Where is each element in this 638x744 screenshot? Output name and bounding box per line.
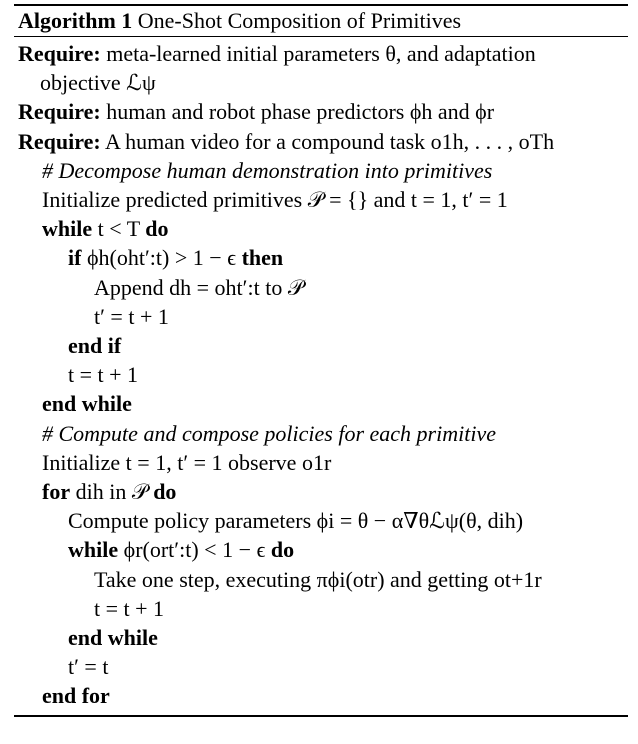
algorithm-line — [14, 360, 628, 389]
line-text: meta-learned initial parameters θ, and adaptation — [100, 41, 536, 66]
line-text: human and robot phase predictors ϕh and ϕr — [100, 99, 495, 125]
line-text: A human video for a compound task o1h, . . . , oTh — [100, 128, 555, 154]
algorithm-line — [14, 39, 628, 68]
keyword: end while — [42, 391, 132, 417]
line-text: t = t + 1 — [94, 595, 165, 621]
line-text: Compute policy parameters ϕi = θ − α∇θℒψ(θ, dih) — [68, 508, 524, 534]
algorithm-line — [14, 273, 628, 302]
algorithm-line — [14, 243, 628, 272]
keyword: Require: — [18, 99, 101, 125]
line-text: t′ = t + 1 — [94, 303, 169, 329]
comment-text: # Decompose human demonstration into primitives — [42, 157, 493, 183]
algorithm-label: Algorithm 1 — [18, 8, 133, 33]
algorithm-box — [14, 4, 628, 717]
keyword: while — [42, 216, 93, 242]
comment-text: # Compute and compose policies for each primitive — [42, 420, 496, 446]
keyword: Require: — [18, 41, 101, 66]
keyword: end while — [68, 625, 158, 651]
algorithm-line — [14, 623, 628, 652]
algorithm-line — [14, 448, 628, 477]
algorithm-line — [14, 535, 628, 564]
algorithm-title — [14, 6, 628, 36]
line-text: Initialize predicted primitives 𝒫 = {} and t = 1, t′ = 1 — [42, 187, 508, 213]
keyword: if — [68, 245, 82, 271]
keyword: end for — [42, 683, 110, 709]
algorithm-name: One-Shot Composition of Primitives — [137, 8, 462, 33]
algorithm-line — [14, 185, 628, 214]
line-text: dih in 𝒫 — [70, 479, 154, 505]
line-text: Append dh = oht′:t to 𝒫 — [94, 274, 304, 300]
algorithm-line — [14, 97, 628, 126]
keyword: do — [153, 479, 177, 505]
algorithm-line — [14, 681, 628, 710]
line-text: t < T — [92, 216, 146, 242]
algorithm-line — [14, 477, 628, 506]
line-text: ϕh(oht′:t) > 1 − ϵ — [81, 245, 242, 271]
keyword: do — [145, 216, 169, 242]
line-text: objective ℒψ — [40, 70, 156, 96]
algorithm-line — [14, 652, 628, 681]
algorithm-line — [14, 68, 628, 97]
algorithm-line — [14, 565, 628, 594]
bottom-rule — [14, 715, 628, 717]
keyword: do — [270, 537, 295, 563]
keyword: while — [68, 537, 119, 563]
keyword: then — [241, 245, 284, 271]
line-text: Initialize t = 1, t′ = 1 observe o1r — [42, 449, 332, 475]
algorithm-line — [14, 331, 628, 360]
line-text: ϕr(ort′:t) < 1 − ϵ — [118, 537, 271, 563]
keyword: Require: — [18, 128, 101, 154]
line-text: t = t + 1 — [68, 362, 139, 388]
algorithm-line — [14, 156, 628, 185]
algorithm-line — [14, 389, 628, 418]
algorithm-line — [14, 302, 628, 331]
algorithm-line — [14, 214, 628, 243]
algorithm-body — [14, 37, 628, 711]
keyword: end if — [68, 333, 122, 359]
algorithm-line — [14, 419, 628, 448]
algorithm-line — [14, 506, 628, 535]
line-text: Take one step, executing πϕi(otr) and getting ot+1r — [94, 566, 542, 592]
algorithm-line — [14, 127, 628, 156]
keyword: for — [42, 479, 71, 505]
line-text: t′ = t — [68, 654, 109, 680]
algorithm-line — [14, 594, 628, 623]
